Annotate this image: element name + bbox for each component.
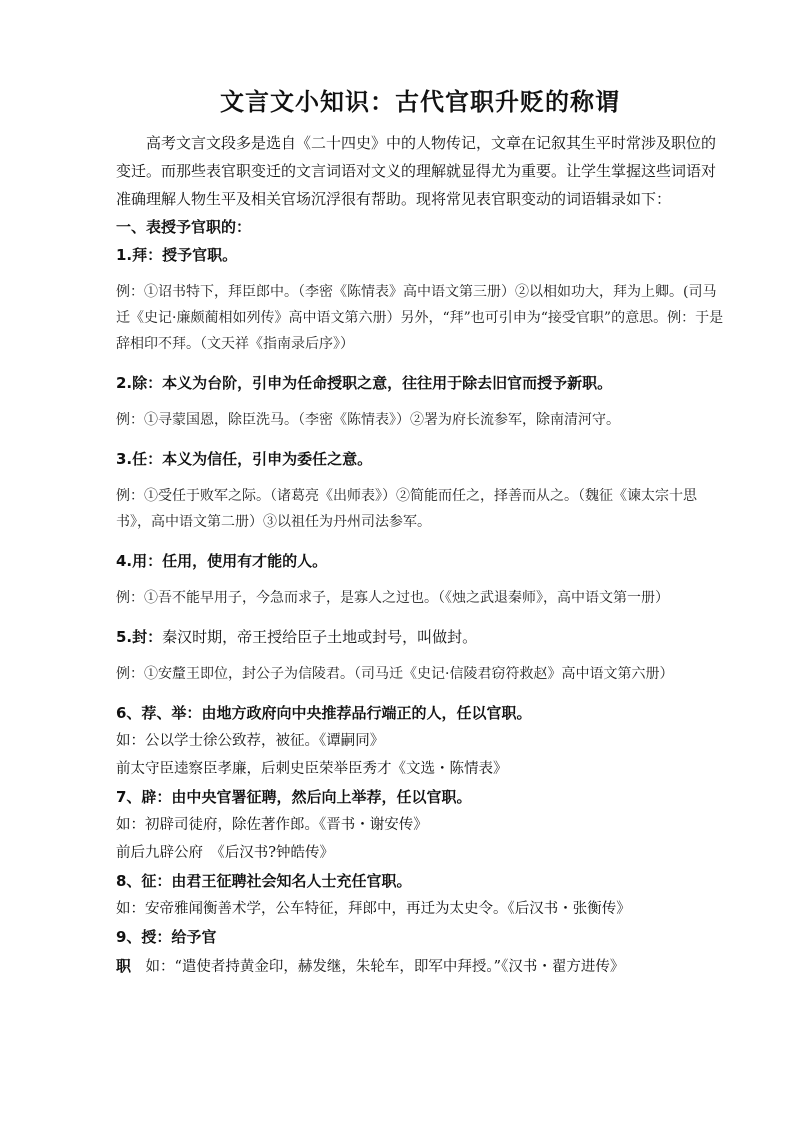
section-heading: 一、表授予官职的： (116, 218, 252, 236)
page-title: 文言文小知识：古代官职升贬的称谓 (220, 88, 620, 116)
item-heading (116, 623, 724, 651)
item-heading-text: 如：“遣使者持黄金印，赫发继，朱轮车，即军中拜授。”《汉书・翟方进传》 (131, 959, 625, 975)
item-heading-term: 5.封： (116, 628, 163, 646)
intro-paragraph: 高考文言文段多是选自《二十四史》中的人物传记，文章在记叙其生平时常涉及职位的变迁。而那些表官职变迁的文言词语对文义的理解就显得尤为重要。让学生掌握这些词语对准确理解人物生平及相关官场沉浮很有帮助。现将常见表官职变动的词语辑录如下： (116, 134, 717, 208)
item-heading-text: 秦汉时期，帝王授给臣子土地或封号，叫做封。 (162, 628, 478, 646)
item-example: 例：①寻蒙国恩，除臣洗马。（李密《陈情表》）②署为府长流参军，除南清河守。 (116, 412, 620, 428)
item-heading: 1.拜：授予官职。 (116, 246, 238, 264)
item-example: 例：①诏书特下，拜臣郎中。（李密《陈情表》高中语文第三册）②以相如功大，拜为上卿。(司马迁《史记·廉颇蔺相如列传》高中语文第六册）另外，“拜”也可引申为“接受官职”的意思。例：于是辞相印不拜。（文天祥《指南录后序》） (116, 284, 724, 352)
item-example: 例：①吾不能早用子，今急而求子，是寡人之过也。（《烛之武退秦师》，高中语文第一册） (116, 590, 669, 606)
item-heading: 3.任：本义为信任，引申为委任之意。 (116, 450, 373, 468)
item-line: 如：公以学士徐公致荐，被征。《谭嗣同》 (116, 733, 385, 749)
item-example: 例：①受任于败军之际。（诸葛亮《出师表》）②简能而任之，择善而从之。（魏征《谏太宗十思书》，高中语文第二册）③以祖任为丹州司法参军。 (116, 488, 697, 530)
item-heading: 6、荐、举：由地方政府向中央推荐品行端正的人，任以官职。 (116, 704, 532, 722)
item-line: 前太守臣逵察臣孝廉，后刺史臣荣举臣秀才《文选・陈情表》 (116, 761, 508, 777)
item-heading: 7、辟：由中央官署征聘，然后向上举荐，任以官职。 (116, 788, 472, 806)
item-heading: 2.除：本义为台阶，引申为任命授职之意，往往用于除去旧官而授予新职。 (116, 374, 613, 392)
item-heading (116, 923, 724, 981)
item-example: 例：①安釐王即位，封公子为信陵君。（司马迁《史记·信陵君窃符救赵》高中语文第六册） (116, 666, 674, 682)
item-heading: 8、征：由君王征聘社会知名人士充任官职。 (116, 872, 412, 890)
item-line: 如：安帝雅闻衡善术学，公车特征，拜郎中，再迁为太史令。《后汉书・张衡传》 (116, 901, 631, 917)
item-heading-term: 9、授：给予官职 (116, 928, 217, 975)
item-line: 前后九辟公府 《后汉书?钟皓传》 (116, 845, 335, 861)
item-line: 如：初辟司徒府，除佐著作郎。《晋书・谢安传》 (116, 817, 428, 833)
item-heading: 4.用：任用，使用有才能的人。 (116, 552, 328, 570)
